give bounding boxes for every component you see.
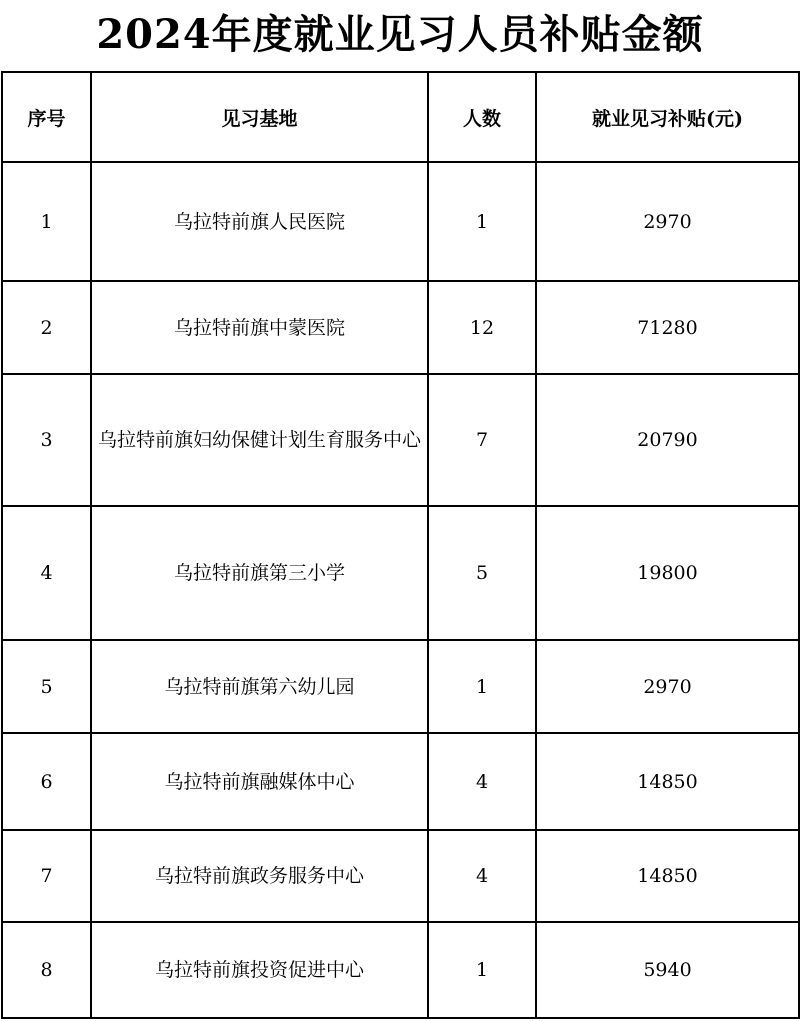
- cell-headcount: 12: [428, 281, 536, 374]
- cell-serial-number: 7: [2, 830, 91, 922]
- cell-serial-number: 3: [2, 374, 91, 506]
- cell-subsidy-amount: 2970: [536, 640, 799, 733]
- cell-training-base: 乌拉特前旗政务服务中心: [91, 830, 428, 922]
- cell-headcount: 1: [428, 640, 536, 733]
- cell-subsidy-amount: 14850: [536, 830, 799, 922]
- cell-headcount: 1: [428, 162, 536, 281]
- page-title: 2024年度就业见习人员补贴金额: [96, 11, 704, 58]
- table-row: [2, 922, 799, 1018]
- cell-training-base: 乌拉特前旗第三小学: [91, 506, 428, 640]
- cell-subsidy-amount: 5940: [536, 922, 799, 1018]
- cell-serial-number: 2: [2, 281, 91, 374]
- cell-serial-number: 6: [2, 733, 91, 830]
- header-headcount: 人数: [428, 72, 536, 162]
- table-row: [2, 830, 799, 922]
- cell-training-base: 乌拉特前旗融媒体中心: [91, 733, 428, 830]
- cell-training-base: 乌拉特前旗人民医院: [91, 162, 428, 281]
- cell-headcount: 1: [428, 922, 536, 1018]
- cell-subsidy-amount: 2970: [536, 162, 799, 281]
- table-row: [2, 640, 799, 733]
- cell-training-base: 乌拉特前旗妇幼保健计划生育服务中心: [91, 374, 428, 506]
- cell-headcount: 4: [428, 830, 536, 922]
- cell-training-base: 乌拉特前旗中蒙医院: [91, 281, 428, 374]
- cell-serial-number: 1: [2, 162, 91, 281]
- cell-subsidy-amount: 19800: [536, 506, 799, 640]
- cell-serial-number: 4: [2, 506, 91, 640]
- cell-subsidy-amount: 71280: [536, 281, 799, 374]
- table-header-row: [2, 72, 799, 162]
- cell-subsidy-amount: 14850: [536, 733, 799, 830]
- header-serial-number: 序号: [2, 72, 91, 162]
- cell-training-base: 乌拉特前旗第六幼儿园: [91, 640, 428, 733]
- table-row: [2, 162, 799, 281]
- cell-serial-number: 5: [2, 640, 91, 733]
- header-training-base: 见习基地: [91, 72, 428, 162]
- subsidy-table: [1, 71, 800, 1019]
- header-subsidy-amount: 就业见习补贴(元): [536, 72, 799, 162]
- cell-headcount: 7: [428, 374, 536, 506]
- table-row: [2, 374, 799, 506]
- table-row: [2, 733, 799, 830]
- cell-training-base: 乌拉特前旗投资促进中心: [91, 922, 428, 1018]
- table-row: [2, 281, 799, 374]
- table-row: [2, 506, 799, 640]
- cell-subsidy-amount: 20790: [536, 374, 799, 506]
- cell-headcount: 5: [428, 506, 536, 640]
- cell-headcount: 4: [428, 733, 536, 830]
- cell-serial-number: 8: [2, 922, 91, 1018]
